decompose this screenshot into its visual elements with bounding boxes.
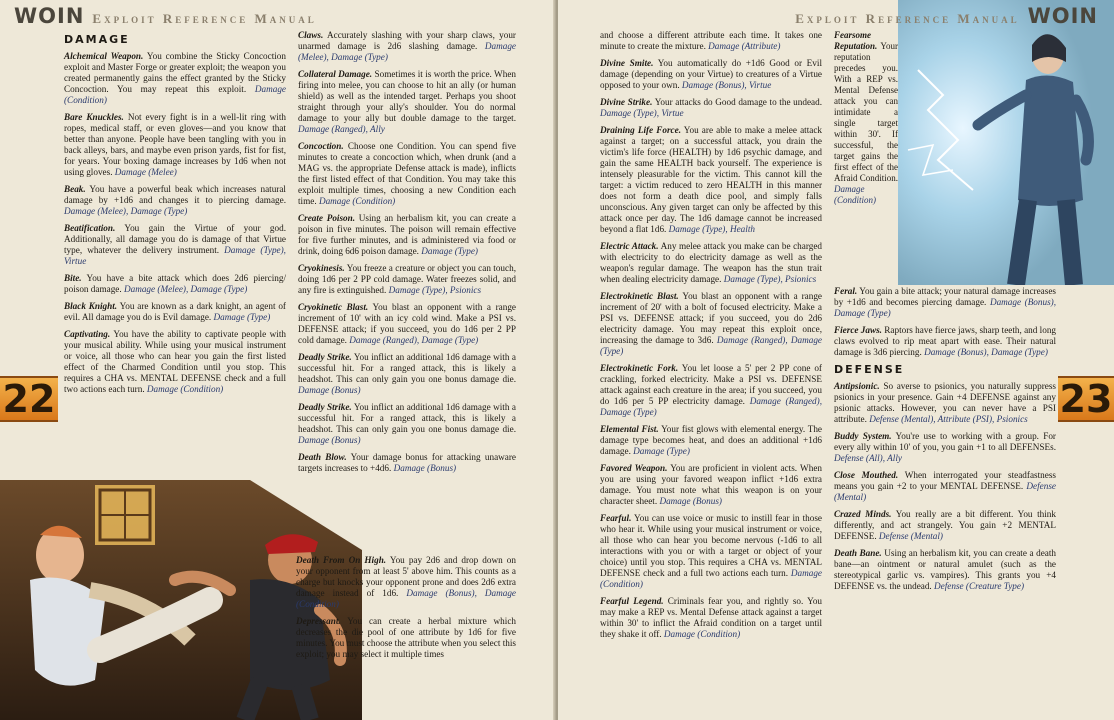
entry-title: Collateral Damage.	[298, 69, 373, 79]
running-title: Exploit Reference Manual	[795, 11, 1020, 26]
entry-body: Your fist glows with elemental energy. The damage type becomes heat, and does an additional +1d6 damage.	[600, 424, 822, 456]
entry-body: You gain the Virtue of your god. Additionally, all damage you do is damage of that Virtue type, whatever the delivery instrument.	[64, 223, 286, 255]
entry-body: Choose one Condition. You can spend five minutes to create a concoction which, when drunk (and a MAG vs. the appropriate Defense attack is made), inflicts the first listed effect of that Condition. You may take this exploit multiple times, choosing a new Condition each time.	[298, 141, 516, 206]
entry-tags: Damage (Type), Psionics	[723, 274, 817, 284]
entry-title: Close Mouthed.	[834, 470, 899, 480]
entry-body: Using an herbalism kit, you can create a death bane—an ointment or natural amulet (such as the stereotypical garlic vs. vampires). This grants you +4 DEFENSE vs. the undead.	[834, 548, 1056, 591]
entry-title: Death From On High.	[296, 555, 387, 565]
exploit-entry	[600, 424, 822, 457]
left-column-2	[298, 30, 516, 480]
entry-tags: Defense (Mental), Attribute (PSI), Psionics	[869, 414, 1028, 424]
exploit-entry	[600, 596, 822, 640]
entry-tags: Damage (Type)	[213, 312, 271, 322]
right-column-2	[834, 286, 1056, 598]
exploit-entry	[834, 548, 1056, 592]
left-page	[0, 0, 556, 720]
entry-title: Captivating.	[64, 329, 111, 339]
entry-tags: Damage (Type), Psionics	[388, 285, 482, 295]
entry-body: You can create a herbal mixture which decreases the die pool of one attribute by 1d6 for five minutes. You must choose the attribute when you select this exploit; you may select it multiple times	[296, 616, 516, 659]
entry-body: Using an herbalism kit, you can create a poison in five minutes. The poison will remain effective for five further minutes, and is administered via food or drink, doing 6d6 poison damage.	[298, 213, 517, 256]
entry-tags: Damage (Bonus), Damage (Type)	[834, 297, 1057, 318]
entry-tags: Damage (Ranged), Damage (Type)	[600, 396, 822, 417]
exploit-entry	[298, 30, 516, 63]
entry-list	[296, 555, 516, 660]
entry-body: You have the ability to captivate people with your musical ability. While using your musical instrument or voice, all those who can hear you gain the first listed effect of the Charmed Condition until you stop. This requires a CHA vs. MENTAL DEFENSE check and a full two actions each turn.	[64, 329, 286, 394]
exploit-entry	[834, 286, 1056, 319]
entry-title: Fearful.	[600, 513, 632, 523]
right-page-header	[795, 4, 1098, 26]
page-number-right: 23	[1059, 377, 1113, 421]
woin-logo: WOIN	[1027, 4, 1098, 28]
exploit-entry	[64, 301, 286, 323]
entry-tags: Damage (Melee), Damage (Type)	[64, 206, 188, 216]
left-page-header	[14, 4, 317, 26]
exploit-entry	[298, 452, 516, 474]
running-title: Exploit Reference Manual	[92, 11, 317, 26]
exploit-entry	[296, 555, 516, 610]
entry-title: Feral.	[834, 286, 858, 296]
entry-tags: Damage (Bonus), Damage (Condition)	[296, 588, 517, 609]
entry-list	[600, 30, 822, 640]
exploit-entry	[296, 616, 516, 660]
entry-title: Death Blow.	[298, 452, 347, 462]
exploit-entry	[298, 69, 516, 135]
exploit-entry	[600, 241, 822, 285]
exploit-entry	[298, 402, 516, 446]
entry-title: Draining Life Force.	[600, 125, 682, 135]
entry-title: Fearful Legend.	[600, 596, 664, 606]
entry-body: Not every fight is in a well-lit ring with ropes, medical staff, or even gloves—and you know that better than anyone. People have been tangling with you in back alleys, bars, and maybe even prison yards, fist for fist, for years. Your boxing damage increases by 1d6 when not using gloves.	[64, 112, 286, 177]
left-column-2-lower	[296, 555, 516, 666]
exploit-entry	[600, 363, 822, 418]
entry-body: You let loose a 5' per 2 PP cone of crackling, forked electricity. Make a PSI vs. DEFENSE attack against each creature in the area; if you succeed, you do 1d6 per 5 PP electricity damage.	[600, 363, 822, 406]
right-page	[558, 0, 1114, 720]
fearsome-narrow-column	[834, 30, 898, 212]
psionic-illustration	[898, 0, 1114, 285]
entry-title: Bite.	[64, 273, 82, 283]
section-heading-defense: DEFENSE	[834, 363, 905, 376]
entry-title: Cryokinetic Blast.	[298, 302, 369, 312]
entry-body: You freeze a creature or object you can touch, doing 1d6 per 2 PP cold damage. Water freezes solid, and any fire is extinguished.	[298, 263, 516, 295]
entry-tags: Defense (Creature Type)	[934, 581, 1025, 591]
entry-title: Black Knight.	[64, 301, 118, 311]
exploit-entry	[834, 470, 1056, 503]
exploit-entry	[834, 381, 1056, 425]
entry-title: Beatification.	[64, 223, 116, 233]
entry-title: Favored Weapon.	[600, 463, 668, 473]
exploit-entry	[298, 213, 516, 257]
entry-fearsome-reputation	[834, 30, 898, 206]
entry-title: Deadly Strike.	[298, 352, 352, 362]
entry-tags: Damage (Melee), Damage (Type)	[123, 284, 248, 294]
entry-body: You inflict an additional 1d6 damage with a successful hit. For a ranged attack, this is likely a headshot. This can only gain you one bonus damage die.	[298, 352, 516, 384]
entry-title: Concoction.	[298, 141, 344, 151]
entry-tags: Damage (Type)	[421, 246, 478, 256]
entry-title: Depressant.	[296, 616, 341, 626]
entry-tags: Damage (Bonus)	[298, 435, 361, 445]
entry-tags: Damage (Type)	[633, 446, 690, 456]
exploit-entry	[64, 273, 286, 295]
entry-title: Antipsionic.	[834, 381, 880, 391]
entry-title: Death Bane.	[834, 548, 882, 558]
exploit-entry	[834, 509, 1056, 542]
entry-list	[64, 51, 286, 395]
page-number-left: 22	[0, 376, 58, 422]
entry-title: Deadly Strike.	[298, 402, 352, 412]
entry-tags: Damage (Condition)	[318, 196, 396, 206]
section-heading-damage: DAMAGE	[64, 33, 130, 46]
entry-body: Criminals fear you, and rightly so. You may make a REP vs. Mental Defense attack against a target within 30' to inflict the Afraid condition on a target until they shake it off.	[600, 596, 823, 639]
entry-body: You can use voice or music to instill fear in those who hear it. While using your musical instrument or voice, all those who can hear you become nervous (-1d6 to all interactions with you or with a target or object of your choice) until you stop. This requires a CHA vs. MENTAL DEFENSE check and a full two actions each turn.	[600, 513, 822, 578]
exploit-entry	[600, 58, 822, 91]
entry-tags: Damage (Melee)	[114, 167, 177, 177]
entry-title: Bare Knuckles.	[64, 112, 124, 122]
entry-tags: Damage (Type), Virtue	[600, 108, 684, 118]
entry-body: You're use to working with a group. For every ally within 10' of you, you gain +1 to all DEFENSEs.	[834, 431, 1056, 452]
entry-list	[834, 286, 1056, 358]
entry-body: Sometimes it is worth the price. When firing into melee, you can choose to hit an ally (or human shield) as well as the intended target. Perhaps you shoot straight through your ally's shoulder. You do normal damage to your ally but double damage to the target.	[298, 69, 516, 123]
entry-body: You are able to make a melee attack against a target; on a successful attack, you drain the victim's life force (HEALTH) by 1d6 psychic damage, and gain the same HEALTH back yourself. The experience is intensely pleasurable for the victim. This cannot kill the target: a victim reduced to zero HEALTH in this manner does not form a death dice pool, and simply falls unconscious. Any given target can only be affected by this attack once per day. The 1d6 damage cannot be increased beyond a flat 1d6.	[600, 125, 822, 234]
exploit-entry	[298, 263, 516, 296]
entry-body: Any melee attack you make can be charged with electricity to do electricity damage as well as the weapon's regular damage. The weapon has the stun trait when dealing electricity damage.	[600, 241, 822, 284]
right-column-1	[600, 30, 822, 646]
entry-body: So averse to psionics, you naturally suppress psionics in your presence. Gain +4 DEFENSE against any psionic attacks. However, you can never have a PSI attribute.	[834, 381, 1056, 424]
entry-tags: Damage (Condition)	[834, 184, 876, 205]
entry-tags: Damage (Type), Health	[668, 224, 755, 234]
woin-logo: WOIN	[14, 4, 85, 28]
entry-body: You automatically do +1d6 Good or Evil damage (depending on your Virtue) to creatures of a Virtue opposed to your own.	[600, 58, 822, 90]
entry-tags: Damage (Condition)	[663, 629, 741, 639]
entry-title: Claws.	[298, 30, 324, 40]
entry-tags: Damage (Melee), Damage (Type)	[298, 41, 516, 62]
entry-body: You gain a bite attack; your natural damage increases by +1d6 and becomes piercing damage.	[834, 286, 1056, 307]
entry-body: You pay 2d6 and drop down on your opponent from at least 5' above him. This counts as a charge but knocks your opponent prone and does 2d6 extra damage instead of 1d6.	[296, 555, 516, 598]
exploit-entry	[298, 141, 516, 207]
entry-title: Electric Attack.	[600, 241, 659, 251]
exploit-entry	[298, 352, 516, 396]
entry-body: Your attacks do Good damage to the undead.	[654, 97, 822, 107]
entry-tags: Damage (Condition)	[146, 384, 224, 394]
entry-body: You blast an opponent with a range increment of 10' with an icy cold wind. Make a PSI vs. DEFENSE attack; if you succeed, you do 1d6 per 2 PP cold damage.	[298, 302, 516, 345]
entry-title: Fearsome Reputation.	[834, 30, 878, 51]
entry-body: Accurately slashing with your sharp claws, your unarmed damage is 2d6 slashing damage.	[298, 30, 516, 51]
entry-body: You are proficient in violent acts. When you are using your favored weapon inflict +1d6 extra damage. You must note what this weapon is on your character sheet.	[600, 463, 822, 506]
entry-body: Your reputation precedes you. With a REP vs. Mental Defense attack you can intimidate a single target within 30'. If successful, the target gains the first effect of the Afraid Condition.	[834, 41, 898, 183]
entry-tags: Damage (Bonus)	[659, 496, 722, 506]
entry-body: You really are a bit different. You think differently, and act strangely. You gain +2 MENTAL DEFENSE.	[834, 509, 1056, 541]
entry-list	[834, 381, 1056, 592]
entry-title: Beak.	[64, 184, 86, 194]
entry-title: Cryokinesis.	[298, 263, 345, 273]
entry-tags: Damage (Attribute)	[708, 41, 781, 51]
exploit-entry	[600, 125, 822, 235]
entry-body: and choose a different attribute each time. It takes one minute to create the mixture.	[600, 30, 822, 51]
left-column-1	[64, 30, 286, 401]
entry-body: Raptors have fierce jaws, sharp teeth, and long claws evolved to rip meat apart with ease. Their natural damage is 3d6 piercing.	[834, 325, 1057, 357]
entry-body: When interrogated your steadfastness means you gain +2 to your MENTAL DEFENSE.	[834, 470, 1056, 491]
exploit-entry	[600, 30, 822, 52]
entry-tags: Damage (Ranged), Damage (Type)	[349, 335, 479, 345]
exploit-entry	[600, 463, 822, 507]
entry-tags: Damage (Type), Virtue	[64, 245, 286, 266]
entry-title: Divine Strike.	[600, 97, 653, 107]
exploit-entry	[64, 112, 286, 178]
entry-body: You have a powerful beak which increases natural damage by +1d6 and changes it to piercing damage.	[64, 184, 286, 205]
exploit-entry	[64, 51, 286, 106]
entry-tags: Damage (Bonus), Virtue	[681, 80, 772, 90]
entry-tags: Damage (Condition)	[64, 84, 287, 105]
entry-tags: Damage (Bonus), Damage (Type)	[924, 347, 1048, 357]
exploit-entry	[298, 302, 516, 346]
exploit-entry	[834, 325, 1056, 358]
entry-body: You have a bite attack which does 2d6 piercing/ poison damage.	[64, 273, 286, 294]
exploit-entry	[600, 513, 822, 590]
entry-tags: Damage (Bonus)	[298, 385, 361, 395]
exploit-entry	[64, 223, 286, 267]
entry-title: Alchemical Weapon.	[64, 51, 144, 61]
entry-body: You combine the Sticky Concoction exploit and Master Forge or greater exploit; the weapon you created permanently gains the effect granted by the Sticky Concoction. You may repeat this exploit.	[64, 51, 286, 94]
entry-tags: Defense (All), Ally	[834, 453, 902, 463]
entry-body: Your damage bonus for attacking unaware targets increases to +4d6.	[298, 452, 516, 473]
entry-title: Fierce Jaws.	[834, 325, 882, 335]
entry-tags: Damage (Bonus)	[393, 463, 457, 473]
entry-tags: Defense (Mental)	[878, 531, 943, 541]
exploit-entry	[64, 329, 286, 395]
entry-title: Crazed Minds.	[834, 509, 892, 519]
entry-title: Elemental Fist.	[600, 424, 659, 434]
entry-list	[298, 30, 516, 474]
exploit-entry	[600, 291, 822, 357]
entry-tags: Defense (Mental)	[834, 481, 1056, 502]
entry-tags: Damage (Ranged), Ally	[298, 124, 385, 134]
entry-body: You are known as a dark knight, an agent of evil. All damage you do is Evil damage.	[64, 301, 286, 322]
exploit-entry	[600, 97, 822, 119]
exploit-entry	[64, 184, 286, 217]
entry-title: Divine Smite.	[600, 58, 654, 68]
exploit-entry	[834, 431, 1056, 464]
entry-body: You blast an opponent with a range increment of 20' with a bolt of focused electricity. Make a PSI vs. DEFENSE attack; if you succeed, you do 2d6 electricity damage. You may repeat this exploit once, increasing the damage to 3d6.	[600, 291, 822, 345]
entry-body: You inflict an additional 1d6 damage with a successful hit. For a ranged attack, this is likely a headshot. This can only gain you one bonus damage die.	[298, 402, 516, 434]
entry-tags: Damage (Ranged), Damage (Type)	[600, 335, 823, 356]
entry-tags: Damage (Condition)	[600, 568, 823, 589]
entry-title: Buddy System.	[834, 431, 892, 441]
entry-title: Electrokinetic Blast.	[600, 291, 679, 301]
entry-title: Electrokinetic Fork.	[600, 363, 679, 373]
entry-title: Create Poison.	[298, 213, 356, 223]
